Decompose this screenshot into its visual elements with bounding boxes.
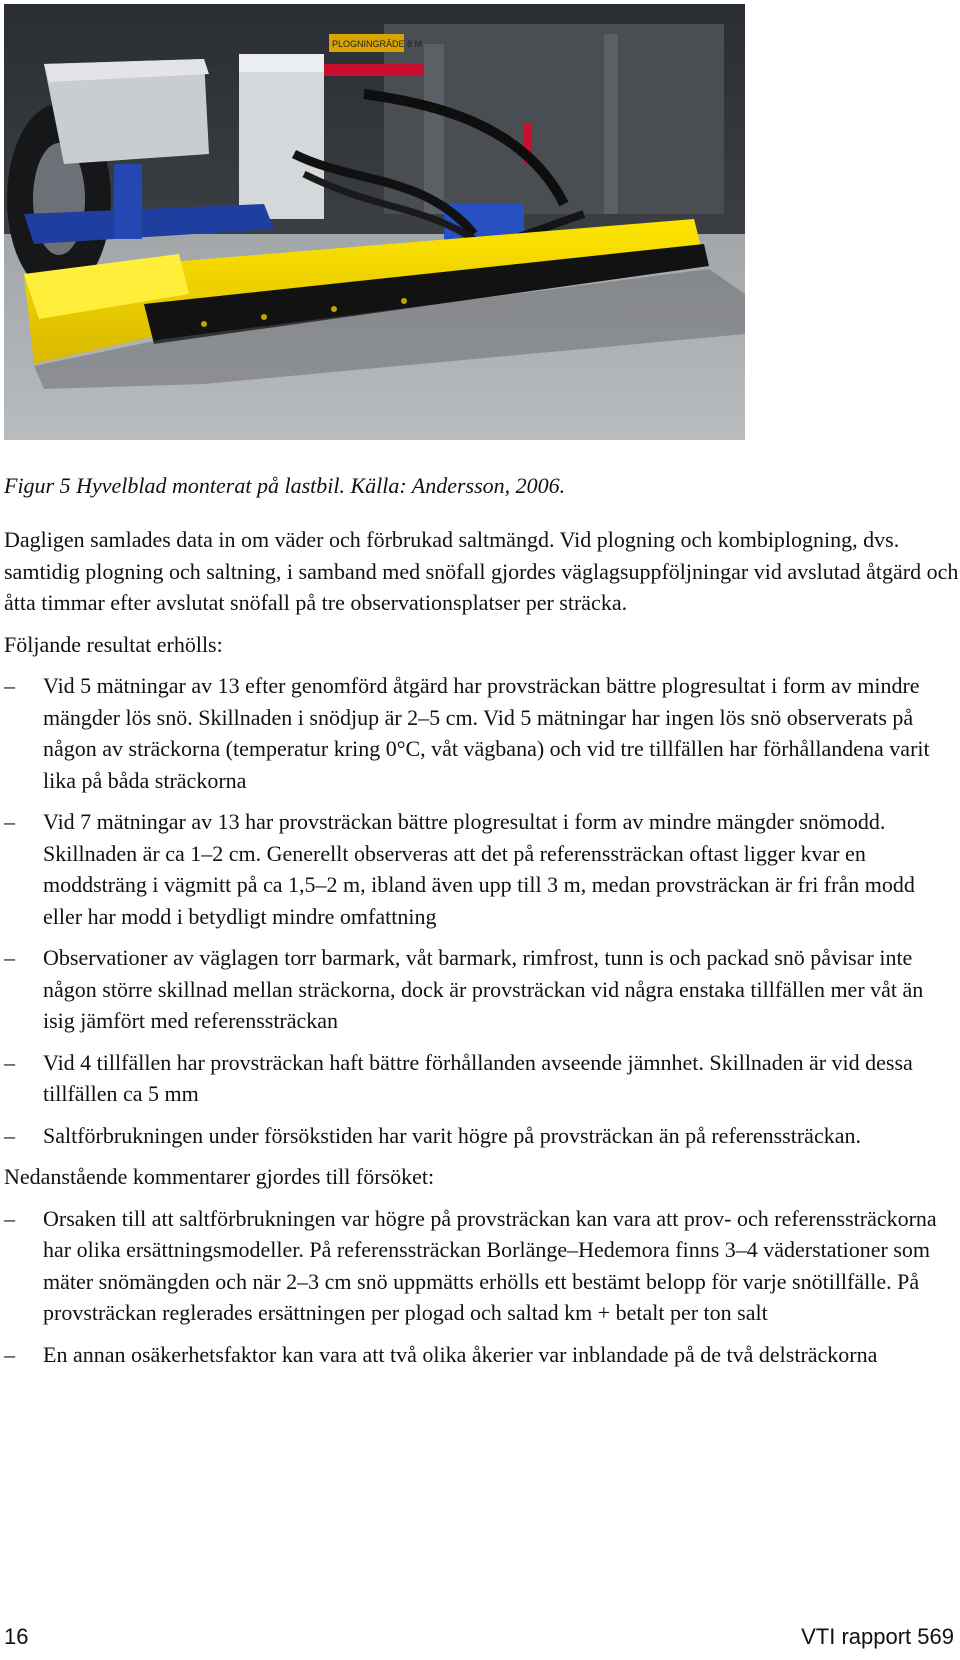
dash-bullet: – (4, 1341, 15, 1367)
list-item (4, 1203, 959, 1329)
dash-bullet: – (4, 1205, 15, 1231)
dash-bullet: – (4, 673, 15, 698)
list-item (4, 1120, 959, 1152)
results-heading: Följande resultat erhölls: (4, 631, 223, 657)
list-item-text: Vid 4 tillfällen har provsträckan haft bättre förhållanden avseende jämnhet. Skillnaden är vid dessa tillfällen ca 5 mm (43, 1049, 913, 1106)
comments-list (4, 1203, 959, 1371)
body-text (4, 524, 959, 1380)
report-name: VTI rapport 569 (801, 1624, 954, 1649)
list-item-text: Vid 5 mätningar av 13 efter genomförd åtgärd har provsträckan bättre plogresultat i form av mindre mängder lös snö. Skillnaden i snödjup är 2–5 cm. Vid 5 mätningar har ingen lös snö observerats på någon av sträckorna (temperatur kring 0°C, våt vägbana) och vid tre tillfällen har förhållandena varit lika på båda sträckorna (43, 673, 930, 793)
list-item-text: Observationer av väglagen torr barmark, våt barmark, rimfrost, tunn is och packad snö påvisar inte någon större skillnad mellan sträckorna, dock är provsträckan vid några enstaka tillfällen mer våt än isig jämfört med referenssträckan (43, 945, 924, 1033)
list-item (4, 670, 959, 796)
figure-caption: Figur 5 Hyvelblad monterat på lastbil. Källa: Andersson, 2006. (4, 473, 566, 498)
list-item (4, 1339, 959, 1371)
list-item (4, 942, 959, 1037)
photo-sticker-text: PLOGNINGRÄDE 8 M (332, 39, 423, 49)
page-footer (4, 1624, 954, 1654)
page-number: 16 (4, 1624, 29, 1649)
dash-bullet: – (4, 945, 15, 970)
list-item-text: Orsaken till att saltförbrukningen var högre på provsträckan kan vara att prov- och referenssträckorna har olika ersättningsmodeller. På referenssträckan Borlänge–Hedemora finns 3–4 väderstationer som mäter snömängden och när 2–3 cm snö uppmätts erhölls ett bestämt belopp för varje snötillfälle. På provsträckan reglerades ersättningen per plogad och saltad km + betalt per ton salt (43, 1205, 937, 1325)
results-list (4, 670, 959, 1151)
dash-bullet: – (4, 809, 15, 834)
snowplow-blade-illustration (4, 4, 745, 440)
dash-bullet: – (4, 1049, 15, 1075)
list-item (4, 1047, 959, 1110)
comments-heading: Nedanstående kommentarer gjordes till försöket: (4, 1164, 435, 1189)
list-item-text: Saltförbrukningen under försökstiden har varit högre på provsträckan än på referenssträckan. (43, 1122, 861, 1148)
dash-bullet: – (4, 1122, 15, 1148)
figure-photo (4, 4, 745, 440)
intro-paragraph: Dagligen samlades data in om väder och förbrukad saltmängd. Vid plogning och kombiplogning, dvs. samtidig plogning och saltning, i samband med snöfall gjordes väglagsuppföljningar vid avslutad åtgärd och åtta timmar efter avslutat snöfall på tre observationsplatser per sträcka. (4, 527, 959, 615)
list-item (4, 806, 959, 932)
list-item-text: En annan osäkerhetsfaktor kan vara att två olika åkerier var inblandade på de två delsträckorna (43, 1341, 878, 1367)
list-item-text: Vid 7 mätningar av 13 har provsträckan bättre plogresultat i form av mindre mängder snömodd. Skillnaden är ca 1–2 cm. Generellt observeras att det på referenssträckan oftast ligger kvar en moddsträng i vägmitt på ca 1,5–2 m, ibland även upp till 3 m, medan provsträckan är fri från modd eller har modd i betydligt mindre omfattning (43, 809, 915, 929)
